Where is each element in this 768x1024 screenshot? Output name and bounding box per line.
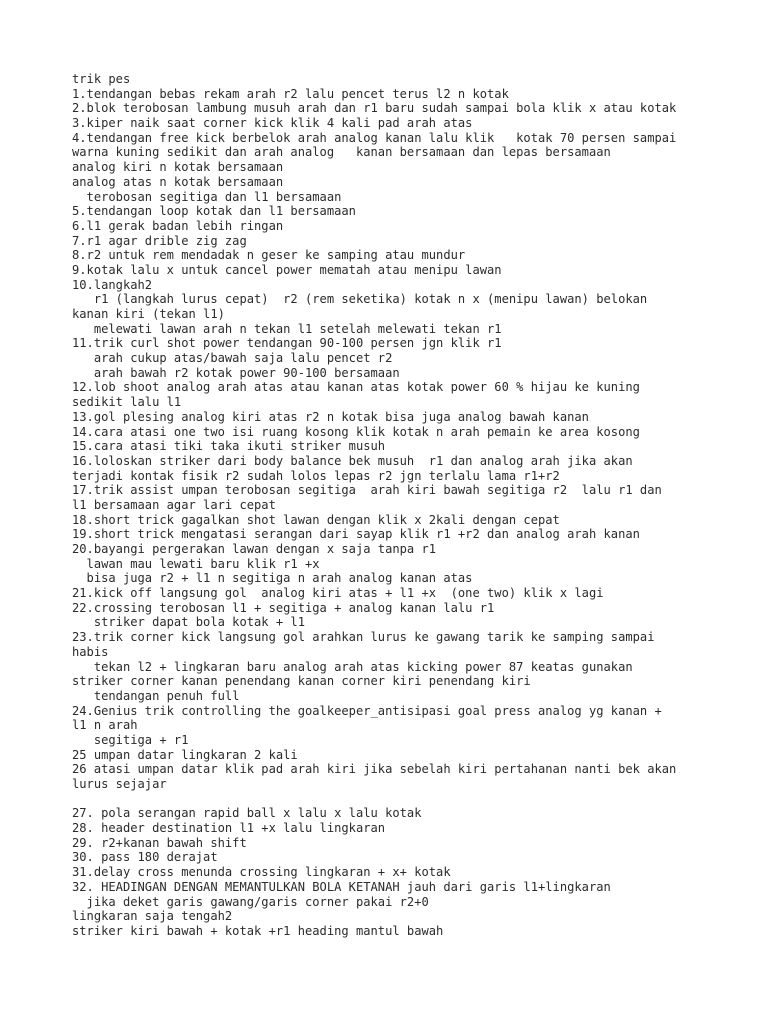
text-line: 2.blok terobosan lambung musuh arah dan r1 baru sudah sampai bola klik x atau kotak	[72, 101, 677, 116]
text-line: 1.tendangan bebas rekam arah r2 lalu pencet terus l2 n kotak	[72, 86, 509, 101]
text-line: lawan mau lewati baru klik r1 +x	[72, 556, 320, 571]
text-line: 13.gol plesing analog kiri atas r2 n kotak bisa juga analog bawah kanan	[72, 409, 589, 424]
text-line: bisa juga r2 + l1 n segitiga n arah analog kanan atas	[72, 571, 473, 586]
text-line: 5.tendangan loop kotak dan l1 bersamaan	[72, 204, 356, 219]
text-line: 14.cara atasi one two isi ruang kosong klik kotak n arah pemain ke area kosong	[72, 424, 640, 439]
text-line: l1 n arah	[72, 718, 138, 733]
text-line: jika deket garis gawang/garis corner pakai r2+0	[72, 894, 429, 909]
text-line: 31.delay cross menunda crossing lingkaran + x+ kotak	[72, 865, 451, 880]
text-line: r1 (langkah lurus cepat) r2 (rem seketika) kotak n x (menipu lawan) belokan	[72, 292, 648, 307]
text-line: 27. pola serangan rapid ball x lalu x lalu kotak	[72, 806, 422, 821]
text-line: lurus sejajar	[72, 777, 167, 791]
text-line: 30. pass 180 derajat	[72, 850, 218, 865]
blank-line	[72, 792, 712, 807]
text-line: 29. r2+kanan bawah shift	[72, 835, 247, 850]
text-line: 28. header destination l1 +x lalu lingkaran	[72, 821, 386, 836]
text-line: tekan l2 + lingkaran baru analog arah atas kicking power 87 keatas gunakan	[72, 659, 633, 674]
text-line: segitiga + r1	[72, 732, 189, 747]
text-line: 25 umpan datar lingkaran 2 kali	[72, 747, 298, 762]
text-line: 6.l1 gerak badan lebih ringan	[72, 218, 284, 233]
text-line: 19.short trick mengatasi serangan dari sayap klik r1 +r2 dan analog arah kanan	[72, 527, 640, 542]
text-line: trik pes	[72, 72, 131, 86]
text-line: kanan kiri (tekan l1)	[72, 307, 225, 321]
text-line: habis	[72, 644, 109, 659]
text-line: arah bawah r2 kotak power 90-100 bersamaan	[72, 365, 400, 380]
text-line: 26 atasi umpan datar klik pad arah kiri jika sebelah kiri pertahanan nanti bek akan	[72, 762, 677, 777]
text-line: lingkaran saja tengah2	[72, 909, 233, 924]
text-line: 23.trik corner kick langsung gol arahkan lurus ke gawang tarik ke samping sampai	[72, 630, 655, 645]
text-line: 18.short trick gagalkan shot lawan dengan klik x 2kali dengan cepat	[72, 512, 560, 527]
text-line: striker corner kanan penendang kanan corner kiri penendang kiri	[72, 674, 531, 689]
document-page	[72, 72, 712, 939]
text-line: analog atas n kotak bersamaan	[72, 174, 284, 189]
text-line: 15.cara atasi tiki taka ikuti striker musuh	[72, 439, 386, 454]
text-line: 22.crossing terobosan l1 + segitiga + analog kanan lalu r1	[72, 600, 495, 615]
text-line: 7.r1 agar drible zig zag	[72, 233, 247, 248]
text-line: warna kuning sedikit dan arah analog kanan bersamaan dan lepas bersamaan	[72, 145, 611, 160]
text-line: l1 bersamaan agar lari cepat	[72, 497, 276, 512]
text-line: 11.trik curl shot power tendangan 90-100 persen jgn klik r1	[72, 336, 502, 351]
text-line: 32. HEADINGAN DENGAN MEMANTULKAN BOLA KETANAH jauh dari garis l1+lingkaran	[72, 879, 611, 894]
text-line: arah cukup atas/bawah saja lalu pencet r2	[72, 351, 393, 366]
text-line: melewati lawan arah n tekan l1 setelah melewati tekan r1	[72, 321, 502, 336]
text-line: striker kiri bawah + kotak +r1 heading mantul bawah	[72, 923, 444, 938]
text-line: tendangan penuh full	[72, 688, 240, 703]
text-line: 20.bayangi pergerakan lawan dengan x saja tanpa r1	[72, 542, 437, 556]
text-line: analog kiri n kotak bersamaan	[72, 160, 284, 175]
text-line: 10.langkah2	[72, 277, 153, 292]
text-line: 8.r2 untuk rem mendadak n geser ke samping atau mundur	[72, 248, 466, 263]
text-line: 12.lob shoot analog arah atas atau kanan atas kotak power 60 % hijau ke kuning	[72, 380, 640, 395]
text-line: 24.Genius trik controlling the goalkeeper_antisipasi goal press analog yg kanan +	[72, 703, 662, 718]
text-line: sedikit lalu l1	[72, 395, 182, 410]
text-line: terobosan segitiga dan l1 bersamaan	[72, 189, 342, 204]
text-line: 3.kiper naik saat corner kick klik 4 kali pad arah atas	[72, 116, 473, 131]
text-line: 9.kotak lalu x untuk cancel power mematah atau menipu lawan	[72, 262, 502, 277]
text-line: terjadi kontak fisik r2 sudah lolos lepas r2 jgn terlalu lama r1+r2	[72, 468, 560, 483]
text-line: 17.trik assist umpan terobosan segitiga arah kiri bawah segitiga r2 lalu r1 dan	[72, 483, 662, 498]
text-line: 4.tendangan free kick berbelok arah analog kanan lalu klik kotak 70 persen sampai	[72, 130, 677, 145]
text-line: striker dapat bola kotak + l1	[72, 615, 305, 630]
text-line: 21.kick off langsung gol analog kiri atas + l1 +x (one two) klik x lagi	[72, 586, 604, 601]
text-line: 16.loloskan striker dari body balance bek musuh r1 dan analog arah jika akan	[72, 453, 633, 468]
